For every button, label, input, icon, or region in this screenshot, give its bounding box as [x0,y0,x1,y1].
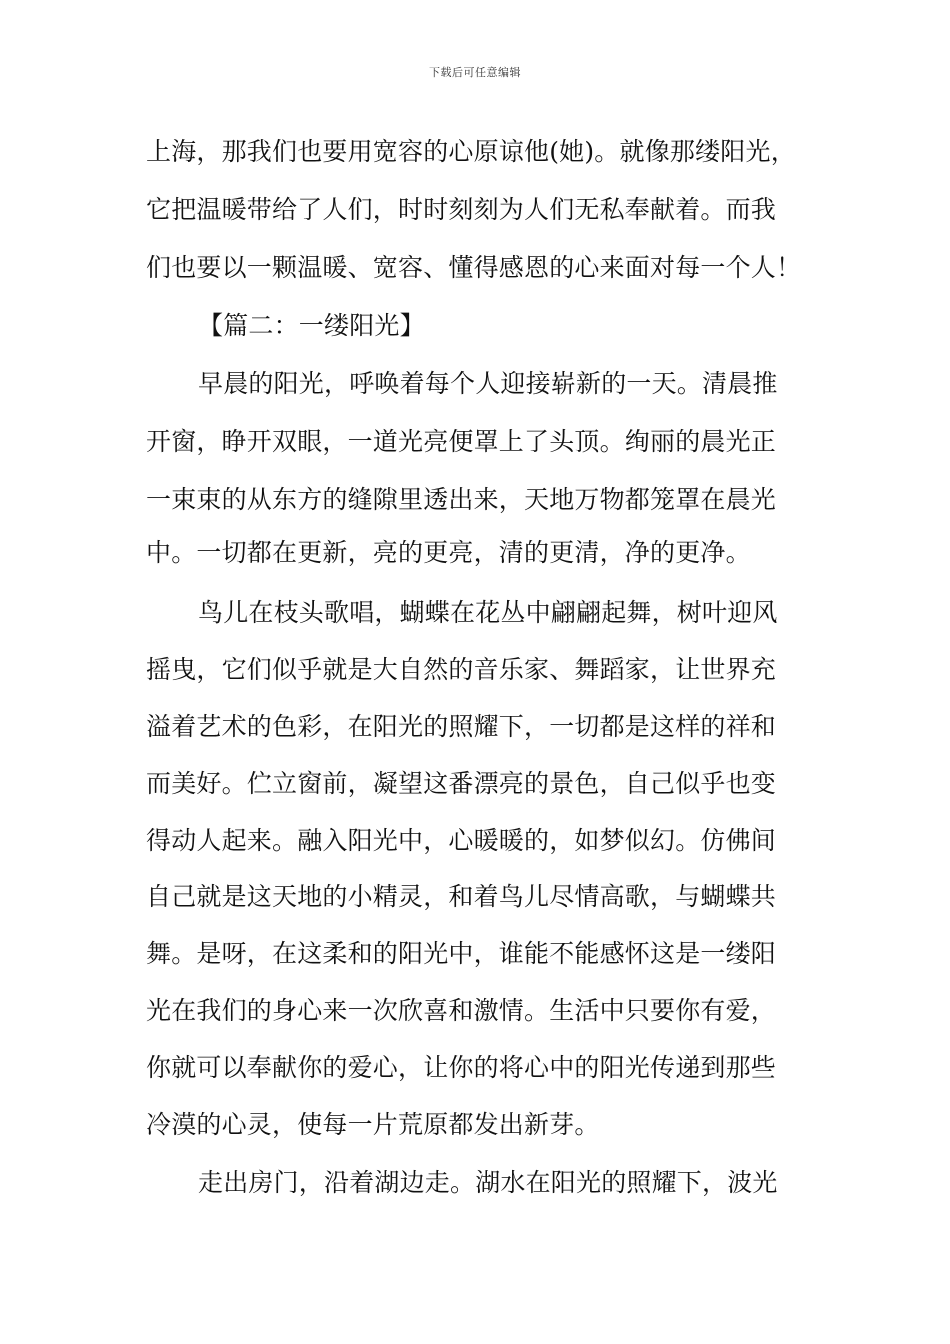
text-line: 自己就是这天地的小精灵，和着鸟儿尽情高歌，与蝴蝶共 [146,882,777,911]
text-line: 早晨的阳光，呼唤着每个人迎接崭新的一天。清晨推 [198,369,778,398]
text-line: 走出房门，沿着湖边走。湖水在阳光的照耀下，波光 [198,1168,778,1197]
section-heading: 【篇二：一缕阳光】 [198,311,425,340]
text-line: 光在我们的身心来一次欣喜和激情。生活中只要你有爱， [146,996,777,1025]
text-line: 冷漠的心灵，使每一片荒原都发出新芽。 [146,1110,600,1139]
text-line: 中。一切都在更新，亮的更亮，清的更清，净的更净。 [146,538,751,567]
text-line: 得动人起来。融入阳光中，心暖暖的，如梦似幻。仿佛间 [146,826,777,855]
text-line: 溢着艺术的色彩，在阳光的照耀下，一切都是这样的祥和 [146,712,777,741]
page-header: 下载后可任意编辑 [429,66,521,79]
text-line: 们也要以一颗温暖、宽容、懂得感恩的心来面对每一个人！ [146,253,802,282]
text-line: 舞。是呀，在这柔和的阳光中，谁能不能感怀这是一缕阳 [146,939,777,968]
text-line: 一束束的从东方的缝隙里透出来，天地万物都笼罩在晨光 [146,485,777,514]
text-line: 鸟儿在枝头歌唱，蝴蝶在花丛中翩翩起舞，树叶迎风 [198,598,778,627]
text-line: 摇曳，它们似乎就是大自然的音乐家、舞蹈家，让世界充 [146,655,777,684]
text-line: 上海，那我们也要用宽容的心原谅他(她)。就像那缕阳光， [146,137,796,166]
text-line: 开窗，睁开双眼，一道光亮便罩上了头顶。绚丽的晨光正 [146,427,777,456]
text-line: 它把温暖带给了人们，时时刻刻为人们无私奉献着。而我 [146,195,777,224]
text-line: 你就可以奉献你的爱心，让你的将心中的阳光传递到那些 [146,1053,777,1082]
text-line: 而美好。伫立窗前，凝望这番漂亮的景色，自己似乎也变 [146,769,777,798]
